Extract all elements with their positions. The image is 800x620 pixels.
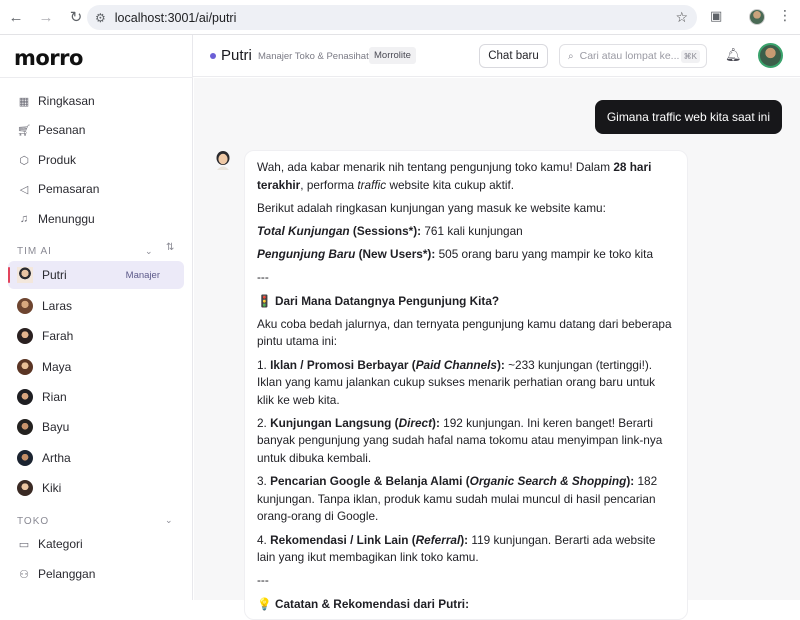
list-item: 3. Pencarian Google & Belanja Alami (Organic Search & Shopping): 182 kunjungan. Tanpa iklan, produk kamu sudah mulai muncul di hasil pencarian orang-orang di Google. (257, 474, 658, 524)
message-heading: 💡 Catatan & Rekomendasi dari Putri: (257, 596, 470, 611)
header-agent-role: Manajer Toko & Penasihat (258, 51, 369, 62)
sidebar-item-pesanan[interactable] (8, 116, 184, 144)
agent-name: Putri (42, 268, 67, 282)
box-icon: ⬡ (19, 154, 29, 167)
agent-name: Laras (42, 299, 73, 313)
user-message: Gimana traffic web kita saat ini (595, 100, 782, 134)
agent-avatar (17, 359, 33, 375)
sidebar-agent-kiki[interactable] (8, 474, 184, 502)
folder-icon: ▭ (18, 538, 30, 551)
sidebar-agent-laras[interactable] (8, 292, 184, 320)
agent-name: Artha (42, 451, 71, 465)
header-agent-name: Putri (221, 47, 252, 64)
new-chat-button[interactable]: Chat baru (479, 44, 548, 68)
agent-avatar (17, 389, 33, 405)
sliders-icon[interactable]: ⇅ (166, 242, 175, 253)
section-label-toko: TOKO (17, 516, 50, 527)
agent-avatar (17, 450, 33, 466)
message-separator: --- (257, 573, 269, 588)
sidebar-item-label: Menunggu (38, 212, 95, 226)
sidebar (0, 35, 193, 600)
sidebar-item-label: Pesanan (38, 123, 86, 137)
sidebar-item-kategori[interactable] (8, 530, 184, 558)
search-icon: ⌕ (568, 50, 574, 62)
message-paragraph: Total Kunjungan (Sessions*): 761 kali kunjungan (257, 223, 523, 238)
message-paragraph: Wah, ada kabar menarik nih tentang pengunjung toko kamu! Dalam 28 hari terakhir, performa traffic website kita cukup aktif. (257, 160, 652, 192)
agent-avatar (17, 480, 33, 496)
sidebar-item-produk[interactable] (8, 146, 184, 174)
brand-logo[interactable]: morro (14, 46, 83, 70)
sidebar-agent-rian[interactable] (8, 383, 184, 411)
plan-badge: Morrolite (369, 47, 416, 64)
sidebar-item-label: Produk (38, 153, 77, 167)
list-item: 4. Rekomendasi / Link Lain (Referral): 119 kunjungan. Berarti ada website lain yang ikut membagikan link toko kamu. (257, 532, 656, 565)
message-paragraph: Berikut adalah ringkasan kunjungan yang masuk ke website kamu: (257, 200, 606, 215)
sidebar-agent-bayu[interactable] (8, 413, 184, 441)
sidebar-item-label: Pelanggan (38, 567, 96, 581)
message-heading: 🚦 Dari Mana Datangnya Pengunjung Kita? (257, 293, 500, 308)
agent-avatar (17, 267, 33, 283)
sidebar-item-label: Pemasaran (38, 182, 100, 196)
extensions-icon[interactable]: ▣ (710, 8, 723, 23)
browser-profile-avatar[interactable] (749, 9, 765, 25)
sidebar-item-label: Ringkasan (38, 94, 95, 108)
notification-bell-icon[interactable]: 🔔︎ (725, 47, 742, 62)
bot-message (244, 150, 688, 620)
sidebar-item-ringkasan[interactable] (8, 87, 184, 115)
list-item: 2. Kunjungan Langsung (Direct): 192 kunjungan. Ini keren banget! Berarti banyak pengunjung yang sudah hafal nama tokomu atau menyimpan link-nya untuk dibuka kembali. (257, 415, 663, 466)
agent-name: Kiki (42, 481, 62, 495)
sidebar-item-pemasaran[interactable] (8, 175, 184, 203)
agent-avatar (17, 419, 33, 435)
bot-avatar (214, 150, 232, 170)
sidebar-item-pelanggan[interactable] (8, 560, 184, 588)
agent-name: Maya (42, 360, 72, 374)
cart-icon: 🛒︎ (17, 124, 31, 137)
search-placeholder: Cari atau lompat ke... (579, 50, 680, 62)
back-arrow-icon[interactable]: ← (8, 8, 24, 26)
users-icon: ⚇ (19, 568, 29, 581)
chat-area (194, 78, 800, 611)
url-text[interactable]: localhost:3001/ai/putri (114, 10, 237, 25)
section-label-tim-ai: TIM AI (17, 246, 52, 257)
browser-menu-icon[interactable]: ⋮ (778, 7, 792, 23)
browser-toolbar (0, 0, 800, 35)
agent-role-tag: Manajer (125, 269, 160, 281)
message-paragraph: Aku coba bedah jalurnya, dan ternyata pengunjung kamu datang dari beberapa pintu utama ini: (257, 316, 672, 349)
agent-avatar (17, 328, 33, 344)
message-paragraph: Pengunjung Baru (New Users*): 505 orang baru yang mampir ke toko kita (257, 247, 654, 262)
sidebar-agent-artha[interactable] (8, 444, 184, 472)
reload-icon[interactable]: ↻ (69, 9, 83, 26)
sidebar-agent-farah[interactable] (8, 322, 184, 350)
agent-avatar (17, 298, 33, 314)
sidebar-item-menunggu[interactable] (8, 205, 184, 233)
message-separator: --- (257, 270, 269, 285)
chat-header (193, 35, 800, 77)
status-dot (210, 53, 216, 59)
sidebar-agent-maya[interactable] (8, 353, 184, 381)
dashboard-icon: ▦ (18, 95, 30, 108)
sidebar-agent-putri[interactable] (8, 261, 184, 289)
chevron-down-icon[interactable]: ⌄ (145, 246, 153, 256)
site-info-icon[interactable]: ⚙ (95, 10, 106, 25)
list-item: 1. Iklan / Promosi Berbayar (Paid Channels): ~233 kunjungan (tertinggi!). Iklan yang kamu jalankan cukup sukses menarik perhatian orang baru untuk klik ke web kita. (257, 357, 656, 407)
divider (0, 77, 193, 78)
agent-name: Bayu (42, 420, 70, 434)
user-avatar[interactable] (758, 43, 783, 68)
bookmark-star-icon[interactable]: ☆ (675, 9, 688, 25)
sidebar-item-label: Kategori (38, 537, 83, 551)
search-input[interactable] (559, 44, 707, 68)
bell-icon: ♫ (19, 213, 29, 225)
megaphone-icon: ◁ (19, 183, 29, 196)
agent-name: Rian (42, 390, 67, 404)
keyboard-shortcut: ⌘K (681, 50, 700, 63)
forward-arrow-icon[interactable]: → (38, 8, 54, 26)
chevron-down-icon[interactable]: ⌄ (165, 515, 173, 525)
address-bar[interactable] (87, 5, 697, 30)
agent-name: Farah (42, 329, 74, 343)
